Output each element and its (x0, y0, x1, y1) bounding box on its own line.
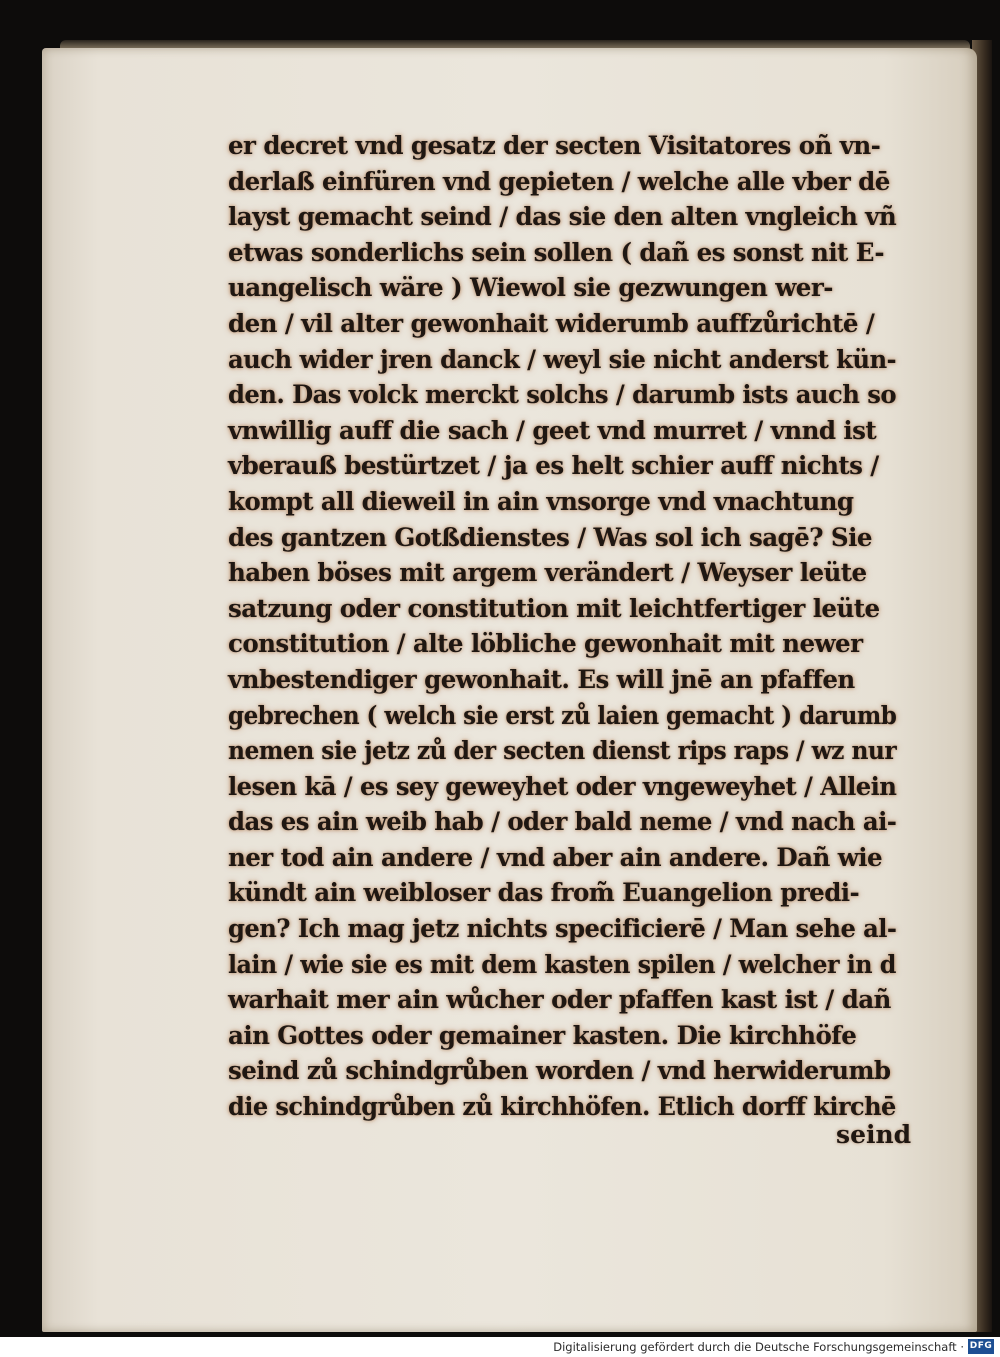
text-line: vberauß bestürtzet / ja es helt schier auff nichts / (228, 451, 879, 481)
text-line: ner tod ain andere / vnd aber ain andere. Dañ wie (228, 842, 883, 872)
dfg-logo: DFG (968, 1339, 994, 1354)
text-line: constitution / alte löbliche gewonhait mit newer (228, 629, 863, 659)
text-line: layst gemacht seind / das sie den alten vngleich vñ (228, 202, 897, 232)
text-line: auch wider jren danck / weyl sie nicht anderst kün- (228, 344, 897, 374)
text-line: nemen sie jetz zů der secten dienst rips raps / wz nur (228, 736, 897, 766)
footer (0, 1337, 1000, 1357)
text-block (228, 128, 908, 1125)
digitization-credit: Digitalisierung gefördert durch die Deutsche Forschungsgemeinschaft · (553, 1340, 964, 1354)
text-line: uangelisch wäre ) Wiewol sie gezwungen wer- (228, 273, 833, 303)
text-line: etwas sonderlichs sein sollen ( dañ es sonst nit E- (228, 237, 884, 267)
text-line: das es ain weib hab / oder bald neme / vnd nach ai- (228, 807, 897, 837)
text-line: gen? Ich mag jetz nichts specificierē / Man sehe al- (228, 914, 897, 944)
text-line: er decret vnd gesatz der secten Visitatores oñ vn- (228, 131, 881, 160)
text-line: ain Gottes oder gemainer kasten. Die kirchhöfe (228, 1020, 857, 1050)
text-line: warhait mer ain wůcher oder pfaffen kast ist / dañ (228, 985, 891, 1015)
text-line: vnbestendiger gewonhait. Es will jnē an pfaffen (228, 664, 855, 694)
text-line: haben böses mit argem verändert / Weyser leüte (228, 558, 867, 588)
text-line: des gantzen Gotßdienstes / Was sol ich sagē? Sie (228, 522, 872, 552)
text-line: satzung oder constitution mit leichtfertiger leüte (228, 593, 880, 623)
text-line: den. Das volck merckt solchs / darumb ists auch so (228, 380, 896, 410)
text-line: seind zů schindgrůben worden / vnd herwiderumb (228, 1056, 891, 1086)
text-line: die schindgrůben zů kirchhöfen. Etlich dorff kirchē (228, 1092, 896, 1122)
text-line: vnwillig auff die sach / geet vnd murret / vnnd ist (228, 415, 877, 445)
text-line: kündt ain weibloser das from̃ Euangelion predi- (228, 878, 860, 908)
text-line: gebrechen ( welch sie erst zů laien gemacht ) darumb (228, 700, 897, 730)
text-line: lesen kā / es sey geweyhet oder vngeweyhet / Allein (228, 771, 897, 801)
catchword: seind (836, 1120, 912, 1149)
text-line: den / vil alter gewonhait widerumb auffzůrichtē / (228, 308, 875, 338)
text-line: kompt all dieweil in ain vnsorge vnd vnachtung (228, 486, 854, 516)
text-line: lain / wie sie es mit dem kasten spilen / welcher in d (228, 949, 896, 979)
text-line: derlaß einfüren vnd gepieten / welche alle vber dē (228, 166, 890, 196)
